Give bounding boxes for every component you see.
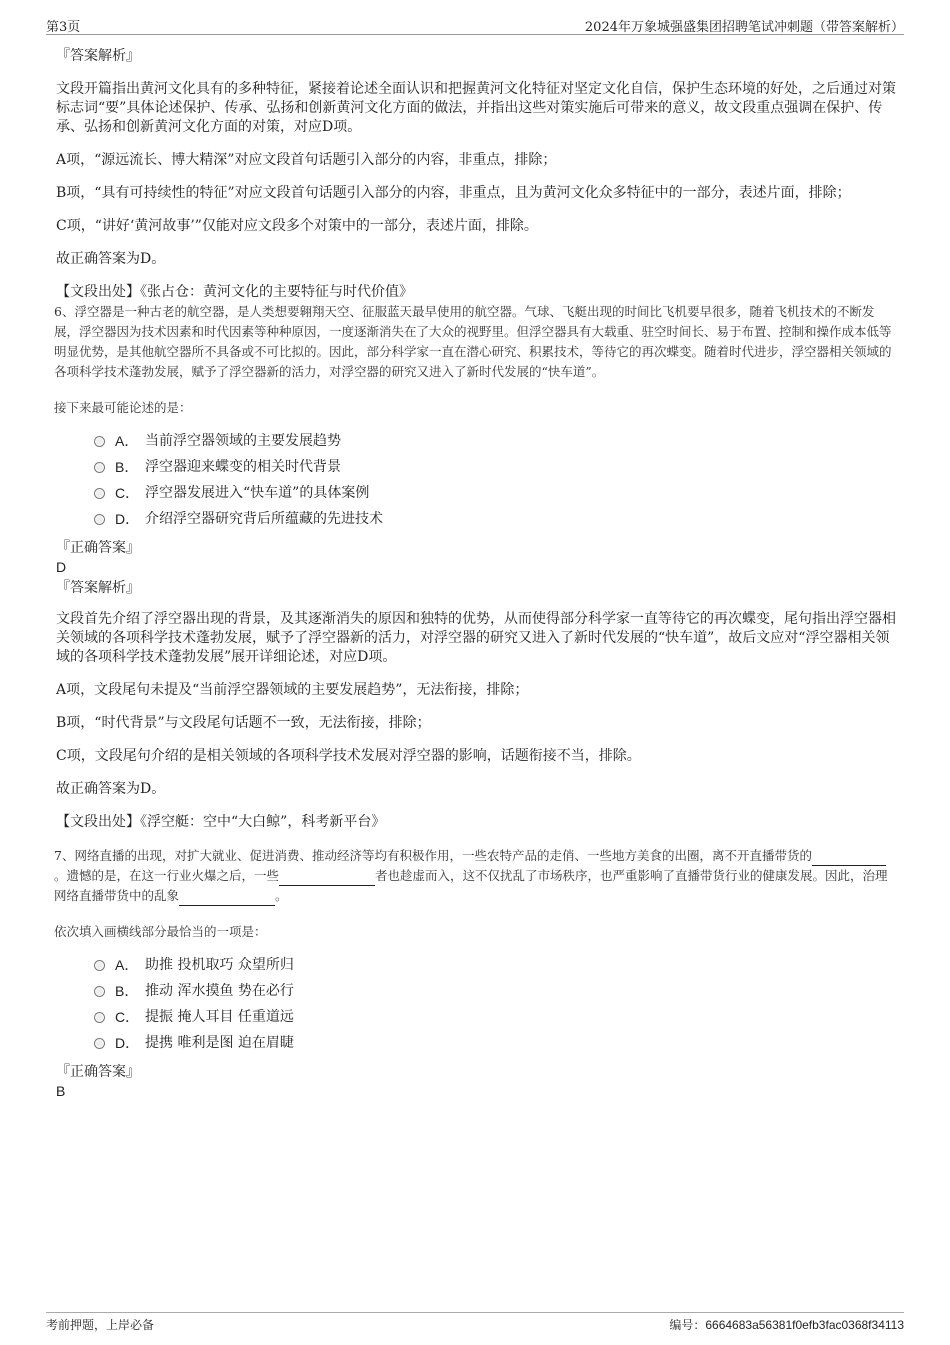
analysis-text: 文段首先介绍了浮空器出现的背景，及其逐渐消失的原因和独特的优势，从而使得部分科学家一直等待它的再次蝶变，尾句指出浮空器相关领域的各项科学技术蓬勃发展，赋予了浮空器新的活力，对浮空器的研究又进入了新时代发展的“快车道”，故后文应对“浮空器相关领域的各项科学技术蓬勃发展”展开详细论述，对应D项。 bbox=[56, 611, 896, 665]
option-c[interactable]: C． 浮空器发展进入“快车道”的具体案例 bbox=[94, 480, 896, 506]
radio-icon[interactable] bbox=[94, 514, 105, 525]
footer-slogan: 考前押题，上岸必备 bbox=[46, 1318, 155, 1332]
source-citation: 【文段出处】《浮空艇：空中“大白鲸”，科考新平台》 bbox=[56, 814, 386, 830]
option-a[interactable]: A． 当前浮空器领域的主要发展趋势 bbox=[94, 428, 896, 454]
question-prompt: 接下来最可能论述的是： bbox=[54, 400, 192, 415]
fill-blank-2 bbox=[279, 871, 375, 886]
radio-icon[interactable] bbox=[94, 436, 105, 447]
question-6 bbox=[54, 302, 896, 532]
document-title: 2024年万象城强盛集团招聘笔试冲刺题（带答案解析） bbox=[584, 20, 904, 35]
option-d[interactable]: D． 介绍浮空器研究背后所蕴藏的先进技术 bbox=[94, 506, 896, 532]
fill-blank-1 bbox=[812, 851, 886, 866]
answer-value: D bbox=[56, 559, 67, 575]
page-header bbox=[46, 14, 904, 35]
analysis-a: A项，文段尾句未提及“当前浮空器领域的主要发展趋势”，无法衔接，排除； bbox=[56, 682, 529, 698]
radio-icon[interactable] bbox=[94, 960, 105, 971]
analysis-c: C项，“讲好‘黄河故事’”仅能对应文段多个对策中的一部分，表述片面，排除。 bbox=[56, 218, 538, 234]
answer-label: 『正确答案』 bbox=[56, 1064, 140, 1080]
document-id: 编号：6664683a56381f0efb3fac0368f34113 bbox=[669, 1318, 904, 1332]
radio-icon[interactable] bbox=[94, 488, 105, 499]
answer-label: 『正确答案』 bbox=[56, 540, 140, 556]
question-stem: 6、浮空器是一种古老的航空器，是人类想要翱翔天空、征服蓝天最早使用的航空器。气球、飞艇出现的时间比飞机要早很多，随着飞机技术的不断发展，浮空器因为技术因素和时代因素等种种原因，一度逐渐消失在了大众的视野里。但浮空器具有大载重、驻空时间长、易于布置、控制和操作成本低等明显优势，是其他航空器所不具备或不可比拟的。因此，部分科学家一直在潜心研究、积累技术，等待它的再次蝶变。随着时代进步，浮空器相关领域的各项科学技术蓬勃发展，赋予了浮空器新的活力，对浮空器的研究又进入了新时代发展的“快车道”。 bbox=[54, 304, 892, 379]
option-b[interactable]: B． 推动 浑水摸鱼 势在必行 bbox=[94, 978, 896, 1004]
radio-icon[interactable] bbox=[94, 986, 105, 997]
radio-icon[interactable] bbox=[94, 1038, 105, 1049]
analysis-a: A项，“源远流长、博大精深”对应文段首句话题引入部分的内容，非重点，排除； bbox=[56, 152, 557, 168]
option-c[interactable]: C． 提振 掩人耳目 任重道远 bbox=[94, 1004, 896, 1030]
question-stem: 7、网络直播的出现，对扩大就业、促进消费、推动经济等均有积极作用，一些农特产品的走俏、一些地方美食的出圈，离不开直播带货的。遗憾的是，在这一行业火爆之后，一些 者也趁虚而入，这不仅扰乱了市场秩序，也严重影响了直播带货行业的健康发展。因此，治理网络直播带货中的乱象 。 bbox=[54, 846, 896, 906]
fill-blank-3 bbox=[179, 891, 275, 906]
answer-value: B bbox=[56, 1083, 66, 1099]
question-prompt: 依次填入画横线部分最恰当的一项是： bbox=[54, 924, 267, 939]
analysis-conclusion: 故正确答案为D。 bbox=[56, 781, 166, 797]
radio-icon[interactable] bbox=[94, 462, 105, 473]
analysis-b: B项，“具有可持续性的特征”对应文段首句话题引入部分的内容，非重点，且为黄河文化众多特征中的一部分，表述片面，排除； bbox=[56, 185, 851, 201]
question-7 bbox=[54, 846, 896, 1056]
radio-icon[interactable] bbox=[94, 1012, 105, 1023]
option-list bbox=[54, 428, 896, 532]
analysis-label: 『答案解析』 bbox=[56, 48, 140, 64]
option-a[interactable]: A． 助推 投机取巧 众望所归 bbox=[94, 952, 896, 978]
option-d[interactable]: D． 提携 唯利是图 迫在眉睫 bbox=[94, 1030, 896, 1056]
page-number: 第3页 bbox=[46, 20, 81, 35]
page-content bbox=[56, 46, 896, 1100]
analysis-b: B项，“时代背景”与文段尾句话题不一致，无法衔接，排除； bbox=[56, 715, 431, 731]
option-b[interactable]: B． 浮空器迎来蝶变的相关时代背景 bbox=[94, 454, 896, 480]
analysis-c: C项，文段尾句介绍的是相关领域的各项科学技术发展对浮空器的影响，话题衔接不当，排除。 bbox=[56, 748, 641, 764]
page-footer bbox=[46, 1312, 904, 1332]
analysis-conclusion: 故正确答案为D。 bbox=[56, 251, 166, 267]
option-list bbox=[54, 952, 896, 1056]
analysis-text: 文段开篇指出黄河文化具有的多种特征，紧接着论述全面认识和把握黄河文化特征对坚定文化自信，保护生态环境的好处，之后通过对策标志词“要”具体论述保护、传承、弘扬和创新黄河文化方面的做法，并指出这些对策实施后可带来的意义，故文段重点强调在保护、传承、弘扬和创新黄河文化方面的对策，对应D项。 bbox=[56, 81, 896, 135]
source-citation: 【文段出处】《张占仓：黄河文化的主要特征与时代价值》 bbox=[56, 284, 413, 300]
analysis-label: 『答案解析』 bbox=[56, 580, 140, 596]
